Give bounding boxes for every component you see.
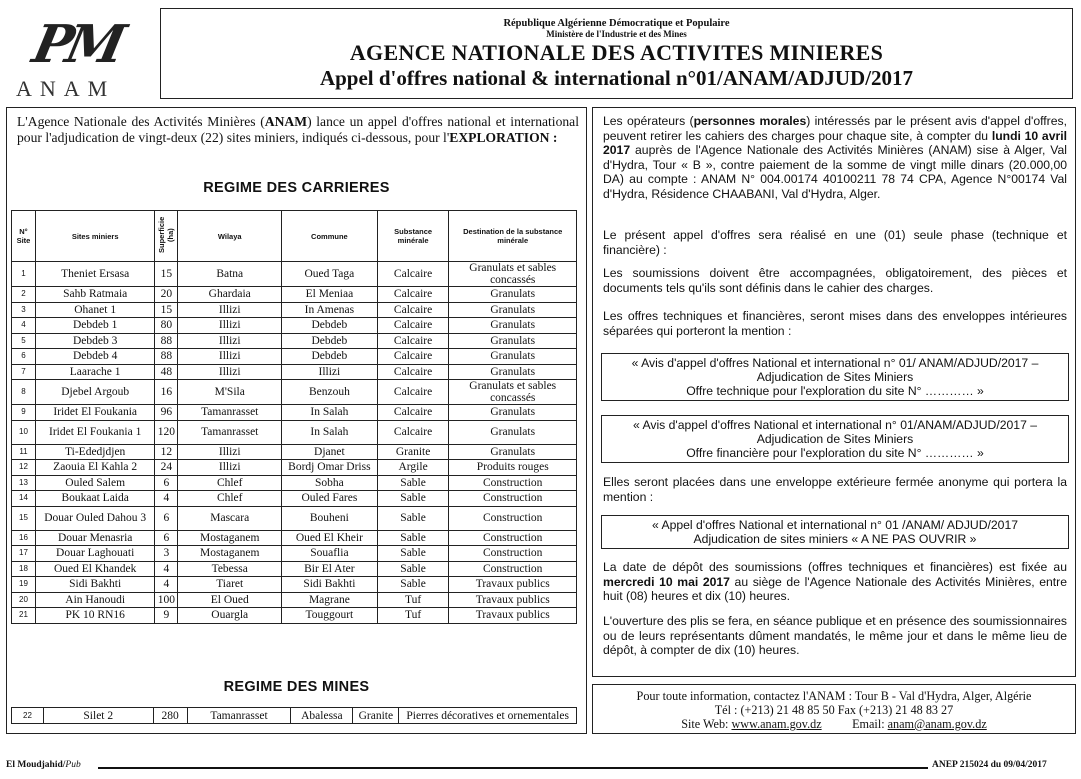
- table-row: [12, 475, 577, 491]
- cell-commune: Oued Taga: [282, 262, 378, 287]
- cell-site: Ohanet 1: [35, 302, 154, 318]
- cell-wilaya: Illizi: [178, 318, 282, 334]
- cell-wilaya: Chlef: [178, 491, 282, 507]
- cell-wilaya: Illizi: [178, 444, 282, 460]
- anam-logo: [14, 10, 134, 101]
- mention-technique: « Avis d'appel d'offres National et international n° 01/ ANAM/ADJUD/2017 – Adjudication de Sites Miniers Offre technique pour l'exploration du site N° ………… »: [601, 353, 1069, 401]
- table-row: [12, 592, 577, 608]
- cell-dest: Granulats: [449, 318, 577, 334]
- table-row: [12, 405, 577, 421]
- cell-commune: In Amenas: [282, 302, 378, 318]
- cell-dest: Construction: [449, 506, 577, 530]
- cell-subst: Sable: [377, 491, 449, 507]
- cell-site: Sidi Bakhti: [35, 577, 154, 593]
- cell-commune: Debdeb: [282, 333, 378, 349]
- cell-num: 11: [12, 444, 36, 460]
- table-row: [12, 364, 577, 380]
- cell-wilaya: M'Sila: [178, 380, 282, 405]
- cell-num: 17: [12, 546, 36, 562]
- cell-dest: Construction: [449, 491, 577, 507]
- contact-web-email: Site Web: www.anam.gov.dz Email: anam@anam.gov.dz: [681, 717, 987, 731]
- cell-wilaya: Batna: [178, 262, 282, 287]
- left-column: [6, 107, 587, 734]
- paragraph-soumissions: Les soumissions doivent être accompagnées, obligatoirement, des pièces et documents tels qu'ils sont définis dans le cahier des charges.: [603, 266, 1067, 295]
- cell-dest: Granulats et sables concassés: [449, 262, 577, 287]
- carrieres-table: [11, 210, 577, 624]
- paragraph-offres: Les offres techniques et financières, seront mises dans des enveloppes intérieures séparées qui porteront la mention :: [603, 309, 1067, 338]
- paragraph-depot: La date de dépôt des soumissions (offres techniques et financières) est fixée au mercredi 10 mai 2017 au siège de l'Agence Nationale des Activités Minières, entre huit (08) heures et dix (10) heures.: [603, 560, 1067, 603]
- cell-subst: Calcaire: [377, 349, 449, 365]
- cell-commune: Magrane: [282, 592, 378, 608]
- cell-sup: 6: [155, 530, 178, 546]
- col-superficie: Superficie (ha): [155, 211, 178, 262]
- regime-carrieres-heading: REGIME DES CARRIERES: [203, 180, 390, 196]
- col-commune: Commune: [282, 211, 378, 262]
- cell-dest: Construction: [449, 475, 577, 491]
- cell-num: 14: [12, 491, 36, 507]
- table-row: [12, 506, 577, 530]
- cell-site: Debdeb 3: [35, 333, 154, 349]
- cell-subst: Tuf: [377, 608, 449, 624]
- cell-commune: Illizi: [282, 364, 378, 380]
- cell-subst: Calcaire: [377, 405, 449, 421]
- cell-commune: In Salah: [282, 420, 378, 444]
- cell-commune: El Meniaa: [282, 287, 378, 303]
- cell-wilaya: Illizi: [178, 460, 282, 476]
- cell-site: Oued El Khandek: [35, 561, 154, 577]
- cell-dest: Granulats: [449, 444, 577, 460]
- footer-anep-ref: ANEP 215024 du 09/04/2017: [932, 760, 1047, 770]
- cell-sup: 4: [155, 491, 178, 507]
- email-link[interactable]: anam@anam.gov.dz: [887, 717, 987, 731]
- cell-num: 8: [12, 380, 36, 405]
- cell-sup: 4: [155, 577, 178, 593]
- header-republic: République Algérienne Démocratique et Populaire: [503, 18, 730, 29]
- cell-wilaya: Mostaganem: [178, 546, 282, 562]
- cell-subst: Sable: [377, 506, 449, 530]
- cell-wilaya: Tamanrasset: [187, 708, 291, 724]
- cell-sup: 15: [155, 302, 178, 318]
- cell-site: Laarache 1: [35, 364, 154, 380]
- cell-commune: Abalessa: [291, 708, 353, 724]
- cell-commune: Bordj Omar Driss: [282, 460, 378, 476]
- col-site: Sites miniers: [35, 211, 154, 262]
- cell-dest: Granulats: [449, 420, 577, 444]
- cell-dest: Granulats et sables concassés: [449, 380, 577, 405]
- cell-sup: 12: [155, 444, 178, 460]
- cell-commune: Sidi Bakhti: [282, 577, 378, 593]
- cell-dest: Travaux publics: [449, 577, 577, 593]
- cell-commune: Bir El Ater: [282, 561, 378, 577]
- contact-info-box: [592, 684, 1076, 734]
- table-row: [12, 530, 577, 546]
- right-column: [592, 107, 1076, 677]
- cell-sup: 100: [155, 592, 178, 608]
- cell-num: 13: [12, 475, 36, 491]
- logo-name: ANAM: [16, 76, 116, 101]
- cell-dest: Pierres décoratives et ornementales: [399, 708, 577, 724]
- cell-sup: 9: [155, 608, 178, 624]
- cell-subst: Calcaire: [377, 380, 449, 405]
- footer-rule: [98, 767, 928, 769]
- cell-commune: Debdeb: [282, 349, 378, 365]
- table-row: [12, 546, 577, 562]
- cell-sup: 96: [155, 405, 178, 421]
- cell-site: Ti-Ededjdjen: [35, 444, 154, 460]
- cell-subst: Sable: [377, 475, 449, 491]
- mention-ne-pas-ouvrir: « Appel d'offres National et international n° 01 /ANAM/ ADJUD/2017 Adjudication de sites miniers « A NE PAS OUVRIR »: [601, 515, 1069, 549]
- cell-site: Douar Menasria: [35, 530, 154, 546]
- col-substance: Substance minérale: [377, 211, 449, 262]
- paragraph-phase: Le présent appel d'offres sera réalisé en une (01) seule phase (technique et financière) :: [603, 228, 1067, 257]
- contact-address: Pour toute information, contactez l'ANAM : Tour B - Val d'Hydra, Alger, Algérie: [636, 689, 1032, 703]
- cell-sup: 16: [155, 380, 178, 405]
- cell-wilaya: Mascara: [178, 506, 282, 530]
- cell-num: 15: [12, 506, 36, 530]
- table-header-row: [12, 211, 577, 262]
- cell-num: 2: [12, 287, 36, 303]
- cell-site: Debdeb 4: [35, 349, 154, 365]
- cell-dest: Travaux publics: [449, 592, 577, 608]
- cell-site: PK 10 RN16: [35, 608, 154, 624]
- cell-sup: 88: [155, 349, 178, 365]
- cell-subst: Granite: [353, 708, 399, 724]
- header-ministry: Ministère de l'Industrie et des Mines: [546, 29, 687, 39]
- cell-site: Iridet El Foukania 1: [35, 420, 154, 444]
- logo-mark: PM: [27, 14, 126, 75]
- mines-table: [11, 707, 577, 724]
- cell-site: Douar Ouled Dahou 3: [35, 506, 154, 530]
- cell-dest: Construction: [449, 561, 577, 577]
- cell-wilaya: Illizi: [178, 349, 282, 365]
- cell-commune: Debdeb: [282, 318, 378, 334]
- cell-sup: 20: [155, 287, 178, 303]
- cell-commune: Oued El Kheir: [282, 530, 378, 546]
- cell-wilaya: Illizi: [178, 364, 282, 380]
- cell-num: 16: [12, 530, 36, 546]
- cell-subst: Granite: [377, 444, 449, 460]
- cell-site: Djebel Argoub: [35, 380, 154, 405]
- table-row: [12, 460, 577, 476]
- cell-num: 19: [12, 577, 36, 593]
- col-num: N° Site: [12, 211, 36, 262]
- cell-wilaya: Ghardaia: [178, 287, 282, 303]
- website-link[interactable]: www.anam.gov.dz: [731, 717, 822, 731]
- cell-wilaya: Illizi: [178, 302, 282, 318]
- cell-site: Silet 2: [43, 708, 153, 724]
- cell-site: Douar Laghouati: [35, 546, 154, 562]
- cell-dest: Travaux publics: [449, 608, 577, 624]
- cell-sup: 24: [155, 460, 178, 476]
- cell-subst: Sable: [377, 546, 449, 562]
- cell-num: 20: [12, 592, 36, 608]
- cell-subst: Calcaire: [377, 420, 449, 444]
- cell-sup: 4: [155, 561, 178, 577]
- cell-num: 9: [12, 405, 36, 421]
- cell-wilaya: Ouargla: [178, 608, 282, 624]
- cell-wilaya: Tiaret: [178, 577, 282, 593]
- cell-num: 3: [12, 302, 36, 318]
- cell-dest: Granulats: [449, 302, 577, 318]
- header-title: Appel d'offres national & international n°01/ANAM/ADJUD/2017: [319, 66, 914, 90]
- cell-site: Iridet El Foukania: [35, 405, 154, 421]
- cell-num: 12: [12, 460, 36, 476]
- cell-wilaya: Mostaganem: [178, 530, 282, 546]
- cell-num: 18: [12, 561, 36, 577]
- col-destination: Destination de la substance minérale: [449, 211, 577, 262]
- cell-site: Boukaat Laida: [35, 491, 154, 507]
- cell-commune: Touggourt: [282, 608, 378, 624]
- cell-wilaya: El Oued: [178, 592, 282, 608]
- cell-wilaya: Tebessa: [178, 561, 282, 577]
- cell-commune: Souaflia: [282, 546, 378, 562]
- cell-subst: Calcaire: [377, 287, 449, 303]
- table-row: [12, 608, 577, 624]
- table-row: [12, 420, 577, 444]
- cell-num: 10: [12, 420, 36, 444]
- table-row: [12, 333, 577, 349]
- cell-num: 21: [12, 608, 36, 624]
- cell-dest: Granulats: [449, 287, 577, 303]
- cell-commune: Bouheni: [282, 506, 378, 530]
- cell-sup: 6: [155, 475, 178, 491]
- table-row: [12, 577, 577, 593]
- cell-num: 22: [12, 708, 44, 724]
- cell-dest: Produits rouges: [449, 460, 577, 476]
- cell-subst: Calcaire: [377, 333, 449, 349]
- cell-subst: Calcaire: [377, 364, 449, 380]
- cell-dest: Construction: [449, 530, 577, 546]
- table-row: [12, 349, 577, 365]
- cell-num: 7: [12, 364, 36, 380]
- cell-subst: Calcaire: [377, 262, 449, 287]
- cell-num: 6: [12, 349, 36, 365]
- cell-sup: 3: [155, 546, 178, 562]
- contact-phone-fax: Tél : (+213) 21 48 85 50 Fax (+213) 21 48 83 27: [714, 703, 954, 717]
- cell-sup: 280: [153, 708, 187, 724]
- cell-wilaya: Illizi: [178, 333, 282, 349]
- table-row: [12, 287, 577, 303]
- cell-num: 1: [12, 262, 36, 287]
- cell-sup: 48: [155, 364, 178, 380]
- cell-sup: 15: [155, 262, 178, 287]
- cell-subst: Calcaire: [377, 318, 449, 334]
- cell-dest: Construction: [449, 546, 577, 562]
- cell-commune: Djanet: [282, 444, 378, 460]
- cell-sup: 80: [155, 318, 178, 334]
- col-wilaya: Wilaya: [178, 211, 282, 262]
- table-row: [12, 318, 577, 334]
- paragraph-retrait: Les opérateurs (personnes morales) intéressés par le présent avis d'appel d'offres, peuvent retirer les cahiers des charges pour chaque site, à compter du lundi 10 avril 2017 auprès de l'Agence Nationale des Activités Minières (ANAM) sise à Alger, Val d'Hydra, Tour « B », contre paiement de la somme de vingt mille dinars (20.000,00 DA) au compte : ANAM N° 004.00174 40100211 78 74 CPA, Agence N°00174 Val d'Hydra, Résidence CHAABANI, Val d'Hydra, Alger.: [603, 114, 1067, 201]
- cell-sup: 6: [155, 506, 178, 530]
- cell-subst: Sable: [377, 530, 449, 546]
- table-row: [12, 444, 577, 460]
- cell-site: Sahb Ratmaia: [35, 287, 154, 303]
- cell-num: 5: [12, 333, 36, 349]
- table-row: [12, 708, 577, 724]
- cell-subst: Sable: [377, 577, 449, 593]
- cell-num: 4: [12, 318, 36, 334]
- cell-sup: 120: [155, 420, 178, 444]
- cell-wilaya: Tamanrasset: [178, 405, 282, 421]
- table-row: [12, 380, 577, 405]
- mention-financiere: « Avis d'appel d'offres National et international n° 01/ANAM/ADJUD/2017 – Adjudication de Sites Miniers Offre financière pour l'exploration du site N° ………… »: [601, 415, 1069, 463]
- table-row: [12, 561, 577, 577]
- table-row: [12, 302, 577, 318]
- cell-wilaya: Chlef: [178, 475, 282, 491]
- footer-publication: El Moudjahid/Pub: [6, 760, 81, 770]
- cell-dest: Granulats: [449, 364, 577, 380]
- cell-commune: Benzouh: [282, 380, 378, 405]
- cell-dest: Granulats: [449, 405, 577, 421]
- cell-wilaya: Tamanrasset: [178, 420, 282, 444]
- paragraph-enveloppe: Elles seront placées dans une enveloppe extérieure fermée anonyme qui portera la mention :: [603, 475, 1067, 504]
- cell-commune: In Salah: [282, 405, 378, 421]
- cell-dest: Granulats: [449, 349, 577, 365]
- table-row: [12, 491, 577, 507]
- paragraph-ouverture: L'ouverture des plis se fera, en séance publique et en présence des soumissionnaires ou de leurs représentants dûment mandatés, le même jour et dans le même lieu de dépôt, à compter de dix (10) heures.: [603, 614, 1067, 657]
- header-agency: AGENCE NATIONALE DES ACTIVITES MINIERES: [349, 40, 884, 65]
- cell-subst: Calcaire: [377, 302, 449, 318]
- cell-site: Ouled Salem: [35, 475, 154, 491]
- cell-commune: Ouled Fares: [282, 491, 378, 507]
- cell-site: Ain Hanoudi: [35, 592, 154, 608]
- regime-mines-heading: REGIME DES MINES: [223, 679, 370, 695]
- cell-sup: 88: [155, 333, 178, 349]
- cell-site: Debdeb 1: [35, 318, 154, 334]
- header-box: [160, 8, 1073, 99]
- cell-subst: Tuf: [377, 592, 449, 608]
- cell-subst: Argile: [377, 460, 449, 476]
- cell-site: Zaouia El Kahla 2: [35, 460, 154, 476]
- cell-commune: Sobha: [282, 475, 378, 491]
- intro-paragraph: L'Agence Nationale des Activités Minières (ANAM) lance un appel d'offres national et international pour l'adjudication de vingt-deux (22) sites miniers, indiqués ci-dessous, pour l'EXPLORATION :: [17, 114, 579, 145]
- table-row: [12, 262, 577, 287]
- cell-site: Theniet Ersasa: [35, 262, 154, 287]
- cell-subst: Sable: [377, 561, 449, 577]
- cell-dest: Granulats: [449, 333, 577, 349]
